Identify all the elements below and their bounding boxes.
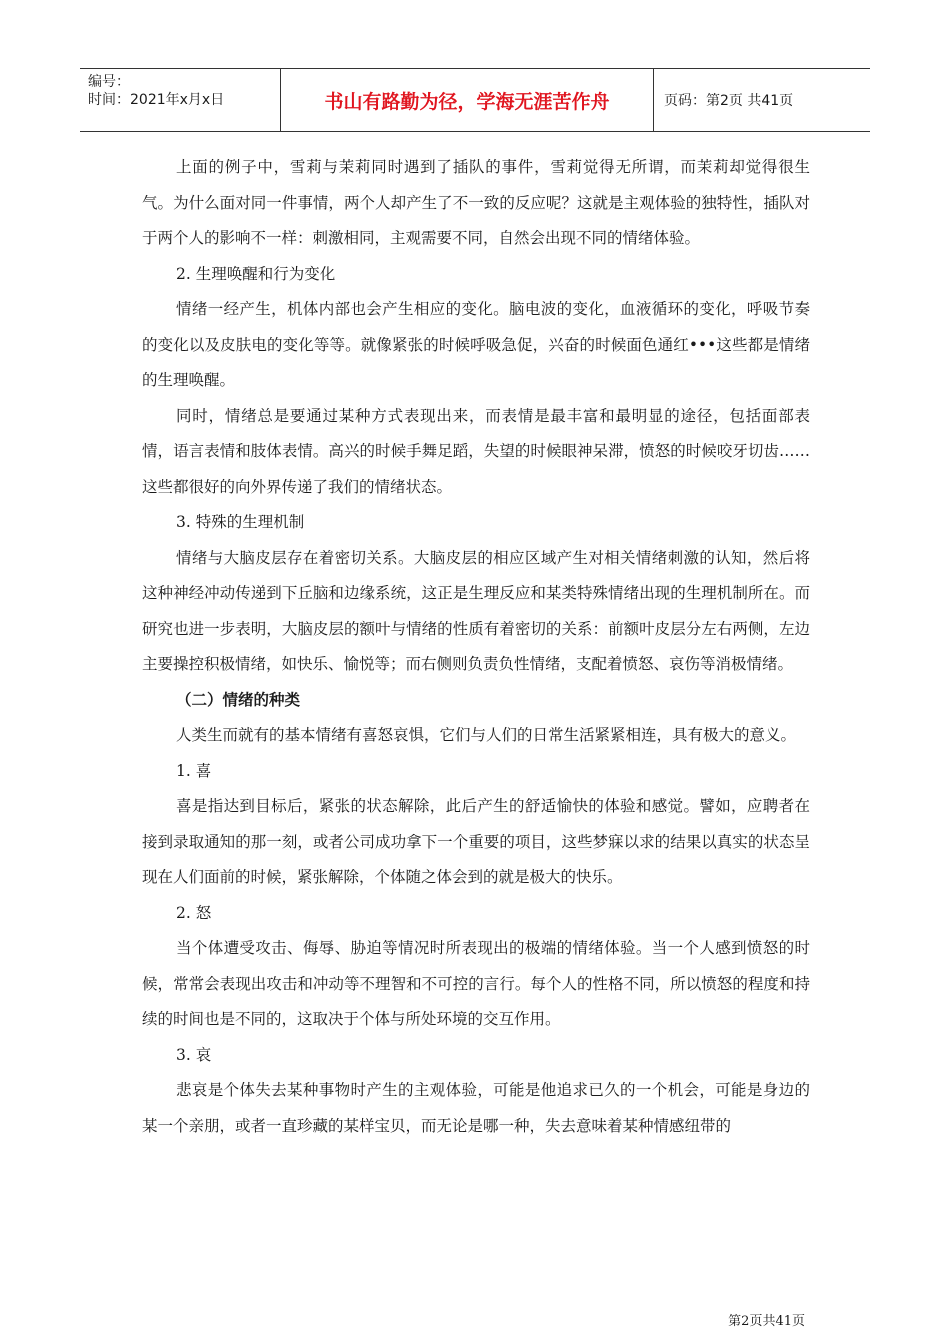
subsection-heading: 3. 哀: [176, 1045, 212, 1064]
header-motto: 书山有路勤为径，学海无涯苦作舟: [324, 90, 610, 113]
document-time-label: 时间：2021年x月x日: [88, 92, 225, 108]
body-paragraph: 当个体遭受攻击、侮辱、胁迫等情况时所表现出的极端的情绪体验。当一个人感到愤怒的时候，常常会表现出攻击和冲动等不理智和不可控的言行。每个人的性格不同，所以愤怒的程度和持续的时间也是不同的，这取决于个体与所处环境的交互作用。: [142, 939, 810, 1028]
body-paragraph: 同时，情绪总是要通过某种方式表现出来，而表情是最丰富和最明显的途径，包括面部表情，语言表情和肢体表情。高兴的时候手舞足蹈，失望的时候眼神呆滞，愤怒的时候咬牙切齿…… 这些都很好的向外界传递了我们的情绪状态。: [142, 406, 810, 496]
header-meta: [88, 73, 284, 109]
body-paragraph: 情绪一经产生，机体内部也会产生相应的变化。脑电波的变化，血液循环的变化，呼吸节奏的变化以及皮肤电的变化等等。就像紧张的时候呼吸急促，兴奋的时候面色通红•••这些都是情绪的生理唤醒。: [142, 300, 810, 389]
section-heading: （二）情绪的种类: [176, 690, 301, 709]
footer-page-number: 第2页共41页: [728, 1314, 805, 1329]
document-body: [142, 150, 810, 1144]
document-number-label: 编号：: [88, 74, 130, 90]
header-page-number: 页码：第2页 共41页: [664, 93, 794, 109]
body-paragraph: 悲哀是个体失去某种事物时产生的主观体验，可能是他追求已久的一个机会，可能是身边的某一个亲朋，或者一直珍藏的某样宝贝，而无论是哪一种，失去意味着某种情感纽带的: [142, 1081, 810, 1135]
subsection-heading: 3. 特殊的生理机制: [176, 513, 305, 531]
subsection-heading: 2. 生理唤醒和行为变化: [176, 264, 336, 283]
body-paragraph: 上面的例子中，雪莉与茉莉同时遇到了插队的事件，雪莉觉得无所谓，而茉莉却觉得很生气。为什么面对同一件事情，两个人却产生了不一致的反应呢？这就是主观体验的独特性，插队对于两个人的影响不一样：刺激相同，主观需要不同，自然会出现不同的情绪体验。: [142, 158, 810, 247]
subsection-heading: 1. 喜: [176, 761, 212, 780]
body-paragraph: 情绪与大脑皮层存在着密切关系。大脑皮层的相应区域产生对相关情绪刺激的认知，然后将这种神经冲动传递到下丘脑和边缘系统，这正是生理反应和某类特殊情绪出现的生理机制所在。而研究也进一步表明，大脑皮层的额叶与情绪的性质有着密切的关系：前额叶皮层分左右两侧，左边主要操控积极情绪，如快乐、愉悦等；而右侧则负责负性情绪，支配着愤怒、哀伤等消极情绪。: [142, 548, 810, 673]
body-paragraph: 喜是指达到目标后，紧张的状态解除，此后产生的舒适愉快的体验和感觉。譬如，应聘者在接到录取通知的那一刻，或者公司成功拿下一个重要的项目，这些梦寐以求的结果以真实的状态呈现在人们面前的时候，紧张解除，个体随之体会到的就是极大的快乐。: [142, 797, 810, 886]
body-paragraph: 人类生而就有的基本情绪有喜怒哀惧，它们与人们的日常生活紧紧相连，具有极大的意义。: [176, 726, 797, 744]
page-header: [80, 68, 870, 132]
subsection-heading: 2. 怒: [176, 903, 212, 922]
header-divider: [653, 69, 654, 131]
